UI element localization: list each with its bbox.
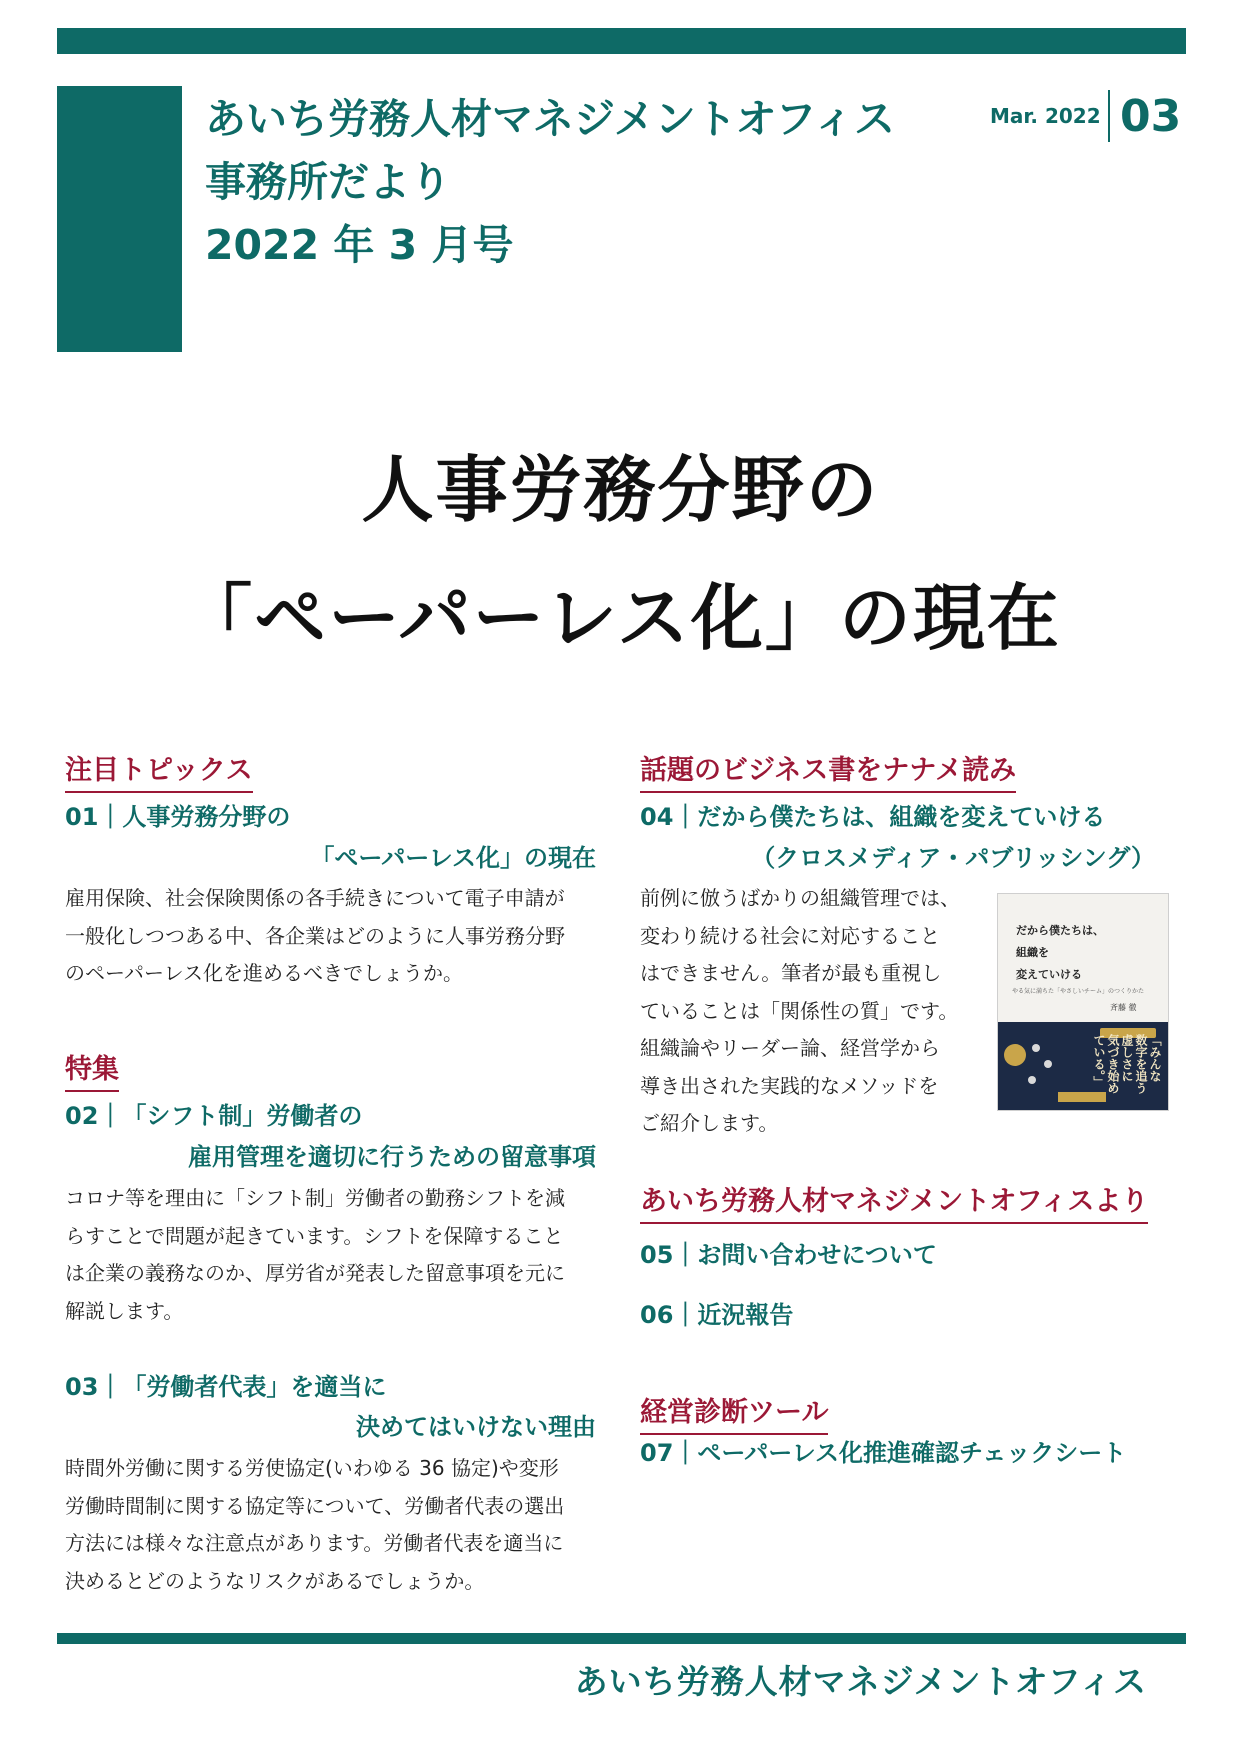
toc-item-01-summary — [65, 880, 565, 993]
main-title-line1: 人事労務分野の — [361, 448, 880, 532]
toc-item-04-line1[interactable]: 04｜だから僕たちは、組織を変えていける — [640, 803, 1106, 831]
summary-line: 労働時間制に関する協定等について、労働者代表の選出 — [65, 1493, 565, 1518]
summary-line: 解説します。 — [65, 1298, 184, 1323]
toc-item-03-line2[interactable]: 決めてはいけない理由 — [356, 1413, 596, 1441]
summary-line: 雇用保険、社会保険関係の各手続きについて電子申請が — [65, 886, 565, 910]
book-cover-title-2: 組織を — [1016, 946, 1049, 959]
summary-line: はできません。筆者が最も重視し — [640, 961, 942, 985]
bottom-rule — [57, 1633, 1186, 1644]
book-cover-catch-4: 気づき始め — [1106, 1034, 1120, 1094]
masthead-office-name: あいち労務人材マネジメントオフィス — [205, 95, 896, 143]
footer-office-name: あいち労務人材マネジメントオフィス — [574, 1662, 1147, 1701]
book-cover-title-1: だから僕たちは、 — [1016, 924, 1104, 937]
summary-line: 前例に倣うばかりの組織管理では、 — [640, 886, 960, 910]
book-cover-badge-icon — [1004, 1044, 1026, 1066]
section-heading-topics: 注目トピックス — [65, 754, 253, 793]
book-cover-subtitle: やる気に満ちた「やさしいチーム」のつくりかた — [1012, 988, 1145, 995]
summary-line: のペーパーレス化を進めるべきでしょうか。 — [65, 961, 463, 985]
summary-line: らすことで問題が起きています。シフトを保障すること — [65, 1223, 564, 1248]
section-heading-business-books: 話題のビジネス書をナナメ読み — [640, 754, 1016, 793]
issue-date: Mar. 2022 — [990, 104, 1101, 128]
toc-item-02-line2[interactable]: 雇用管理を適切に行うための留意事項 — [188, 1143, 596, 1171]
toc-item-01-line2[interactable]: 「ペーパーレス化」の現在 — [310, 844, 596, 872]
issue-divider — [1108, 90, 1110, 142]
section-heading-tools: 経営診断ツール — [640, 1396, 828, 1435]
summary-line: ていることは「関係性の質」です。 — [640, 998, 959, 1023]
summary-line: 方法には様々な注意点があります。労働者代表を適当に — [65, 1531, 564, 1555]
toc-item-04-summary — [640, 880, 960, 1143]
book-cover-title-3: 変えていける — [1016, 968, 1082, 981]
toc-item-03-summary — [65, 1450, 564, 1600]
summary-line: は企業の義務なのか、厚労省が発表した留意事項を元に — [65, 1261, 565, 1285]
book-cover-catch-5: ている。」 — [1092, 1034, 1106, 1088]
summary-line: 組織論やリーダー論、経営学から — [640, 1036, 940, 1060]
summary-line: 一般化しつつある中、各企業はどのように人事労務分野 — [65, 923, 565, 948]
summary-line: 変わり続ける社会に対応すること — [640, 923, 940, 948]
masthead-issue-month: 2022 年 3 月号 — [205, 221, 514, 269]
book-cover-catch-3: 虚しさに — [1120, 1034, 1134, 1082]
summary-line: 時間外労働に関する労使協定(いわゆる 36 協定)や変形 — [65, 1456, 559, 1480]
person-icon — [1028, 1076, 1036, 1084]
book-cover-author: 斉藤 徹 — [1110, 1003, 1137, 1012]
top-rule — [57, 28, 1186, 54]
header-accent-block — [57, 86, 182, 352]
person-icon — [1032, 1044, 1040, 1052]
toc-item-01-line1[interactable]: 01｜人事労務分野の — [65, 803, 291, 831]
toc-item-07[interactable]: 07｜ペーパーレス化推進確認チェックシート — [640, 1439, 1127, 1467]
book-cover-catch-2: 数字を追う — [1134, 1034, 1148, 1094]
toc-item-02-summary — [65, 1180, 565, 1330]
main-title-line2: 「ペーパーレス化」の現在 — [180, 576, 1061, 660]
masthead — [205, 88, 895, 277]
summary-line: 導き出された実践的なメソッドを — [640, 1073, 939, 1098]
book-cover-catch-1: 「みんな — [1148, 1034, 1162, 1082]
summary-line: コロナ等を理由に「シフト制」労働者の勤務シフトを減 — [65, 1186, 565, 1210]
masthead-newsletter: 事務所だより — [205, 158, 451, 206]
toc-item-04-line2[interactable]: （クロスメディア・パブリッシング） — [751, 844, 1155, 872]
section-heading-office: あいち労務人材マネジメントオフィスより — [640, 1185, 1148, 1224]
issue-number: 03 — [1120, 91, 1182, 142]
book-cover-image — [997, 893, 1169, 1111]
toc-item-06[interactable]: 06｜近況報告 — [640, 1301, 794, 1329]
toc-item-02-line1[interactable]: 02｜「シフト制」労働者の — [65, 1102, 363, 1130]
summary-line: ご紹介します。 — [640, 1111, 779, 1135]
toc-item-03-line1[interactable]: 03｜「労働者代表」を適当に — [65, 1373, 387, 1401]
section-heading-feature: 特集 — [65, 1053, 119, 1092]
book-cover-method-band — [1058, 1092, 1106, 1102]
summary-line: 決めるとどのようなリスクがあるでしょうか。 — [65, 1568, 485, 1593]
toc-item-05[interactable]: 05｜お問い合わせについて — [640, 1241, 937, 1269]
person-icon — [1044, 1060, 1052, 1068]
